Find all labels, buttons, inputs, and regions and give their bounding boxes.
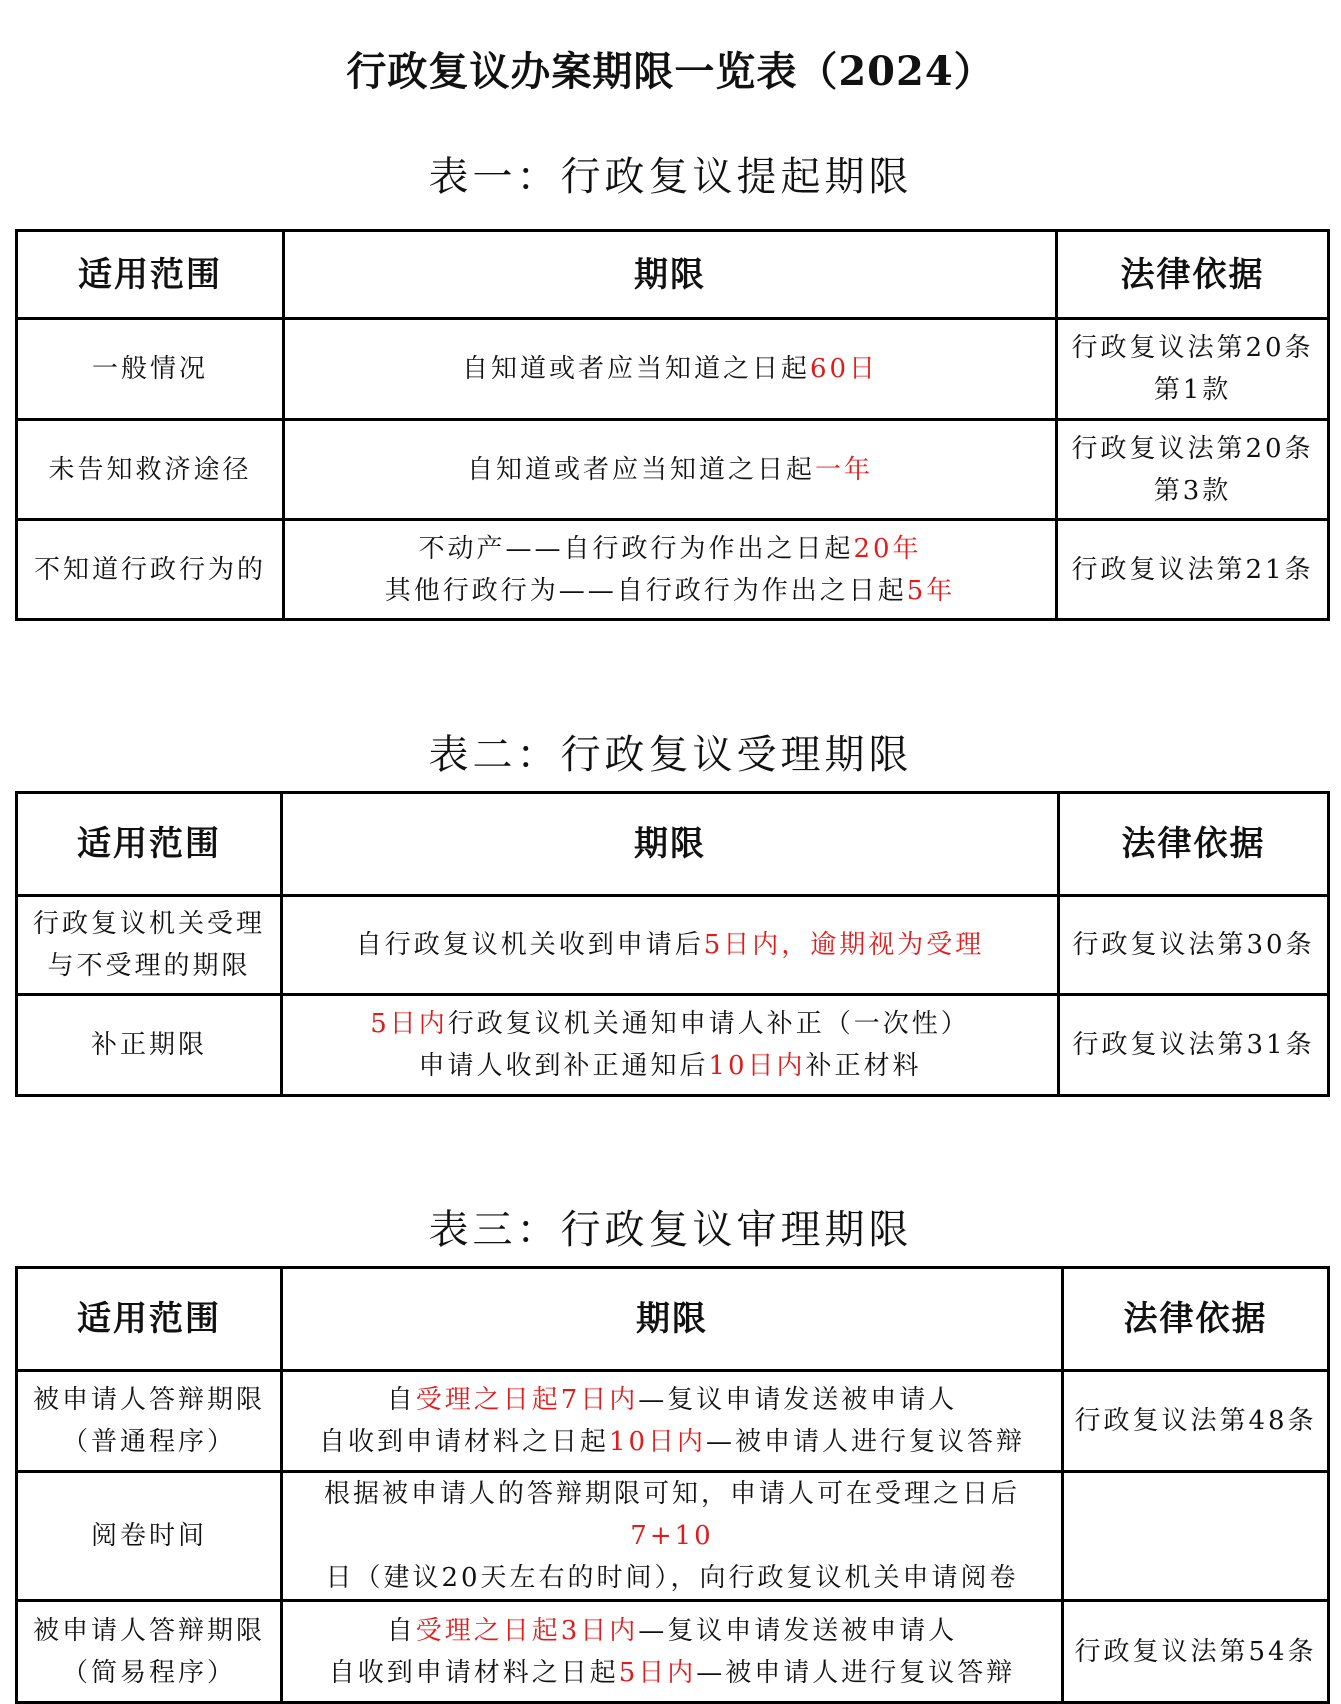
table-row <box>17 520 1329 620</box>
term-text: 根据被申请人的答辩期限可知，申请人可在受理之日后 <box>323 1479 1020 1509</box>
page-title: 行政复议办案期限一览表（2024） <box>346 48 995 95</box>
basis-line: 行政复议法第48条 <box>1074 1406 1317 1436</box>
basis-line: 第3款 <box>1153 475 1232 506</box>
term-text: —被申请人进行复议答辩 <box>696 1657 1016 1688</box>
highlighted-term: 5日内 <box>370 1009 448 1039</box>
term-text: 不动产——自行政行为作出之日起 <box>418 533 854 564</box>
scope-cell: 一般情况 <box>17 319 284 420</box>
term-cell <box>282 1601 1063 1703</box>
table2 <box>15 791 1330 1097</box>
header-basis: 法律依据 <box>1057 231 1329 319</box>
basis-cell <box>1057 420 1329 520</box>
table3-title: 表三：行政复议审理期限 <box>428 1207 913 1253</box>
highlighted-term: 一年 <box>815 454 874 485</box>
table-row <box>17 319 1329 420</box>
term-text: 申请人收到补正通知后 <box>418 1051 709 1081</box>
basis-line: 行政复议法第21条 <box>1071 554 1314 585</box>
table-row <box>17 1472 1329 1601</box>
term-text: —复议申请发送被申请人 <box>638 1615 958 1646</box>
term-text: 补正材料 <box>805 1051 922 1081</box>
term-line <box>289 1473 1055 1557</box>
table3 <box>15 1266 1330 1704</box>
basis-line: 第1款 <box>1153 375 1232 405</box>
header-term: 期限 <box>282 793 1059 896</box>
basis-cell <box>1063 1472 1329 1601</box>
basis-line: 行政复议法第31条 <box>1072 1030 1315 1060</box>
term-text: 行政复议机关通知申请人补正（一次性） <box>447 1009 970 1039</box>
term-text: 自收到申请材料之日起 <box>328 1657 619 1688</box>
term-text: —复议申请发送被申请人 <box>638 1385 958 1415</box>
header-term: 期限 <box>284 231 1057 319</box>
header-term: 期限 <box>282 1268 1063 1371</box>
basis-line: 行政复议法第20条 <box>1071 333 1314 363</box>
scope-cell: 不知道行政行为的 <box>17 520 284 620</box>
scope-cell: 未告知救济途径 <box>17 420 284 520</box>
table-row <box>17 995 1329 1096</box>
table-row <box>17 1601 1329 1703</box>
basis-cell <box>1057 520 1329 620</box>
scope-cell: 被申请人答辩期限（普通程序） <box>17 1371 282 1472</box>
term-cell <box>284 520 1057 620</box>
scope-cell: 行政复议机关受理与不受理的期限 <box>17 896 282 995</box>
term-text: 自知道或者应当知道之日起 <box>466 454 815 485</box>
highlighted-term: 5年 <box>906 575 956 606</box>
term-line <box>289 1421 1055 1463</box>
term-line <box>289 1652 1055 1694</box>
highlighted-term: 受理之日起3日内 <box>415 1615 639 1646</box>
table2-title: 表二：行政复议受理期限 <box>428 732 913 778</box>
term-cell <box>284 420 1057 520</box>
term-text: 自收到申请材料之日起 <box>318 1427 609 1457</box>
basis-line: 行政复议法第20条 <box>1071 433 1314 464</box>
highlighted-term: 10日内 <box>708 1051 806 1081</box>
table-row <box>17 1371 1329 1472</box>
header-scope: 适用范围 <box>17 231 284 319</box>
header-scope: 适用范围 <box>17 1268 282 1371</box>
highlighted-term: 60日 <box>809 354 879 384</box>
basis-cell <box>1057 319 1329 420</box>
highlighted-term: 7+10 <box>630 1521 714 1551</box>
term-line <box>291 528 1049 570</box>
term-text: 其他行政行为——自行政行为作出之日起 <box>384 575 907 606</box>
term-cell <box>282 995 1059 1096</box>
term-cell <box>282 1472 1063 1601</box>
basis-cell <box>1063 1601 1329 1703</box>
term-text: 自知道或者应当知道之日起 <box>461 354 810 384</box>
term-line <box>289 1610 1055 1652</box>
highlighted-term: 受理之日起7日内 <box>415 1385 639 1415</box>
term-text: 自 <box>386 1615 416 1646</box>
term-line <box>291 449 1049 491</box>
term-line <box>289 1557 1055 1599</box>
basis-cell <box>1059 896 1329 995</box>
table-row <box>17 896 1329 995</box>
basis-line: 行政复议法第30条 <box>1072 930 1315 960</box>
term-text: 日（建议20天左右的时间），向行政复议机关申请阅卷 <box>325 1563 1019 1593</box>
highlighted-term: 5日内 <box>618 1657 697 1688</box>
highlighted-term: 5日内，逾期视为受理 <box>703 930 985 960</box>
term-line <box>289 924 1051 966</box>
table-row <box>17 420 1329 520</box>
term-line <box>289 1379 1055 1421</box>
term-cell <box>284 319 1057 420</box>
term-line <box>289 1045 1051 1087</box>
header-basis: 法律依据 <box>1063 1268 1329 1371</box>
table1 <box>15 229 1330 621</box>
term-text: 自 <box>386 1385 416 1415</box>
basis-cell <box>1063 1371 1329 1472</box>
table1-title: 表一：行政复议提起期限 <box>428 154 913 200</box>
term-line <box>291 570 1049 612</box>
term-cell <box>282 896 1059 995</box>
scope-cell: 阅卷时间 <box>17 1472 282 1601</box>
header-scope: 适用范围 <box>17 793 282 896</box>
scope-cell: 被申请人答辩期限（简易程序） <box>17 1601 282 1703</box>
basis-cell <box>1059 995 1329 1096</box>
highlighted-term: 20年 <box>853 533 922 564</box>
term-line <box>289 1003 1051 1045</box>
scope-cell: 补正期限 <box>17 995 282 1096</box>
highlighted-term: 10日内 <box>608 1427 707 1457</box>
header-basis: 法律依据 <box>1059 793 1329 896</box>
basis-line: 行政复议法第54条 <box>1074 1636 1317 1667</box>
term-text: —被申请人进行复议答辩 <box>706 1427 1026 1457</box>
term-line <box>291 348 1049 390</box>
term-text: 自行政复议机关收到申请后 <box>355 930 704 960</box>
term-cell <box>282 1371 1063 1472</box>
